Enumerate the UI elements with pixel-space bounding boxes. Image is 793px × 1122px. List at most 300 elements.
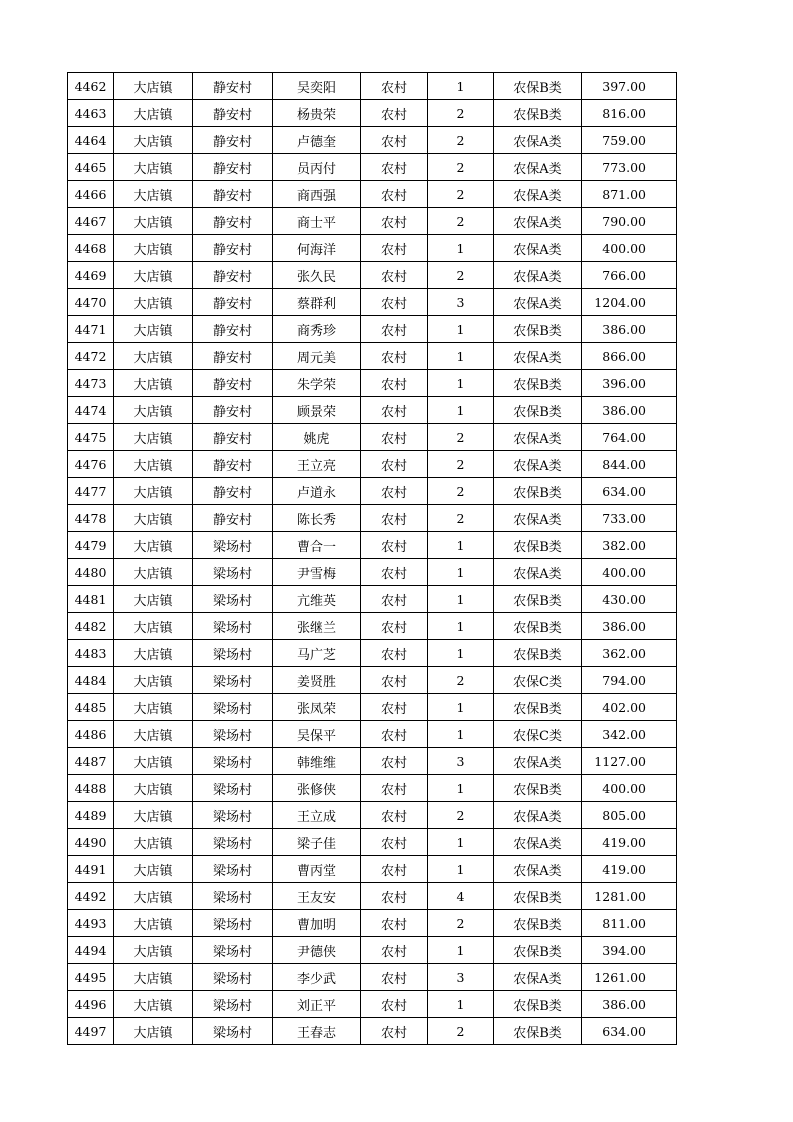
- name-cell: 王立成: [273, 802, 361, 829]
- area-type-cell: 农村: [361, 964, 428, 991]
- amount-cell: 759.00: [582, 127, 677, 154]
- town-cell: 大店镇: [114, 397, 193, 424]
- row-number: 4478: [68, 505, 114, 532]
- area-type-cell: 农村: [361, 613, 428, 640]
- town-cell: 大店镇: [114, 100, 193, 127]
- table-row: [68, 991, 677, 1018]
- name-cell: 曹合一: [273, 532, 361, 559]
- category-cell: 农保B类: [494, 883, 582, 910]
- table-row: [68, 613, 677, 640]
- amount-cell: 1281.00: [582, 883, 677, 910]
- table-row: [68, 478, 677, 505]
- town-cell: 大店镇: [114, 451, 193, 478]
- village-cell: 静安村: [193, 289, 273, 316]
- name-cell: 吴奕阳: [273, 73, 361, 100]
- household-size-cell: 1: [428, 397, 494, 424]
- table-row: [68, 667, 677, 694]
- name-cell: 朱学荣: [273, 370, 361, 397]
- amount-cell: 766.00: [582, 262, 677, 289]
- village-cell: 静安村: [193, 73, 273, 100]
- area-type-cell: 农村: [361, 667, 428, 694]
- category-cell: 农保B类: [494, 100, 582, 127]
- village-cell: 梁场村: [193, 694, 273, 721]
- table-row: [68, 640, 677, 667]
- category-cell: 农保B类: [494, 910, 582, 937]
- row-number: 4462: [68, 73, 114, 100]
- area-type-cell: 农村: [361, 370, 428, 397]
- table-row: [68, 181, 677, 208]
- name-cell: 卢道永: [273, 478, 361, 505]
- household-size-cell: 1: [428, 532, 494, 559]
- table-row: [68, 127, 677, 154]
- household-size-cell: 1: [428, 343, 494, 370]
- area-type-cell: 农村: [361, 100, 428, 127]
- town-cell: 大店镇: [114, 181, 193, 208]
- village-cell: 静安村: [193, 154, 273, 181]
- village-cell: 梁场村: [193, 883, 273, 910]
- area-type-cell: 农村: [361, 1018, 428, 1045]
- town-cell: 大店镇: [114, 316, 193, 343]
- amount-cell: 397.00: [582, 73, 677, 100]
- row-number: 4475: [68, 424, 114, 451]
- household-size-cell: 1: [428, 316, 494, 343]
- amount-cell: 394.00: [582, 937, 677, 964]
- village-cell: 梁场村: [193, 640, 273, 667]
- area-type-cell: 农村: [361, 235, 428, 262]
- name-cell: 陈长秀: [273, 505, 361, 532]
- amount-cell: 1261.00: [582, 964, 677, 991]
- town-cell: 大店镇: [114, 829, 193, 856]
- town-cell: 大店镇: [114, 127, 193, 154]
- town-cell: 大店镇: [114, 667, 193, 694]
- row-number: 4494: [68, 937, 114, 964]
- row-number: 4497: [68, 1018, 114, 1045]
- household-size-cell: 2: [428, 910, 494, 937]
- area-type-cell: 农村: [361, 532, 428, 559]
- row-number: 4480: [68, 559, 114, 586]
- row-number: 4479: [68, 532, 114, 559]
- name-cell: 姚虎: [273, 424, 361, 451]
- category-cell: 农保A类: [494, 154, 582, 181]
- village-cell: 梁场村: [193, 829, 273, 856]
- town-cell: 大店镇: [114, 1018, 193, 1045]
- table-row: [68, 748, 677, 775]
- name-cell: 亢维英: [273, 586, 361, 613]
- village-cell: 梁场村: [193, 532, 273, 559]
- name-cell: 商秀珍: [273, 316, 361, 343]
- area-type-cell: 农村: [361, 775, 428, 802]
- name-cell: 顾景荣: [273, 397, 361, 424]
- table-row: [68, 775, 677, 802]
- town-cell: 大店镇: [114, 559, 193, 586]
- area-type-cell: 农村: [361, 343, 428, 370]
- area-type-cell: 农村: [361, 424, 428, 451]
- row-number: 4471: [68, 316, 114, 343]
- table-row: [68, 316, 677, 343]
- household-size-cell: 3: [428, 964, 494, 991]
- area-type-cell: 农村: [361, 316, 428, 343]
- amount-cell: 419.00: [582, 856, 677, 883]
- town-cell: 大店镇: [114, 505, 193, 532]
- category-cell: 农保A类: [494, 235, 582, 262]
- amount-cell: 400.00: [582, 559, 677, 586]
- table-row: [68, 370, 677, 397]
- household-size-cell: 2: [428, 424, 494, 451]
- area-type-cell: 农村: [361, 856, 428, 883]
- table-row: [68, 721, 677, 748]
- village-cell: 静安村: [193, 235, 273, 262]
- row-number: 4472: [68, 343, 114, 370]
- table-row: [68, 694, 677, 721]
- village-cell: 静安村: [193, 397, 273, 424]
- village-cell: 梁场村: [193, 856, 273, 883]
- amount-cell: 386.00: [582, 991, 677, 1018]
- table-row: [68, 505, 677, 532]
- village-cell: 梁场村: [193, 991, 273, 1018]
- amount-cell: 634.00: [582, 1018, 677, 1045]
- area-type-cell: 农村: [361, 262, 428, 289]
- area-type-cell: 农村: [361, 127, 428, 154]
- row-number: 4483: [68, 640, 114, 667]
- category-cell: 农保A类: [494, 343, 582, 370]
- table-row: [68, 802, 677, 829]
- table-row: [68, 856, 677, 883]
- village-cell: 梁场村: [193, 613, 273, 640]
- town-cell: 大店镇: [114, 613, 193, 640]
- village-cell: 静安村: [193, 343, 273, 370]
- village-cell: 静安村: [193, 316, 273, 343]
- category-cell: 农保B类: [494, 775, 582, 802]
- town-cell: 大店镇: [114, 991, 193, 1018]
- name-cell: 何海洋: [273, 235, 361, 262]
- row-number: 4493: [68, 910, 114, 937]
- amount-cell: 396.00: [582, 370, 677, 397]
- household-size-cell: 2: [428, 100, 494, 127]
- row-number: 4495: [68, 964, 114, 991]
- row-number: 4477: [68, 478, 114, 505]
- category-cell: 农保A类: [494, 451, 582, 478]
- area-type-cell: 农村: [361, 721, 428, 748]
- village-cell: 静安村: [193, 424, 273, 451]
- table-row: [68, 910, 677, 937]
- amount-cell: 342.00: [582, 721, 677, 748]
- category-cell: 农保A类: [494, 208, 582, 235]
- amount-cell: 362.00: [582, 640, 677, 667]
- village-cell: 梁场村: [193, 802, 273, 829]
- area-type-cell: 农村: [361, 154, 428, 181]
- roster-table: [67, 72, 677, 1045]
- household-size-cell: 1: [428, 856, 494, 883]
- amount-cell: 382.00: [582, 532, 677, 559]
- table-row: [68, 829, 677, 856]
- category-cell: 农保B类: [494, 478, 582, 505]
- household-size-cell: 2: [428, 802, 494, 829]
- town-cell: 大店镇: [114, 640, 193, 667]
- name-cell: 杨贵荣: [273, 100, 361, 127]
- town-cell: 大店镇: [114, 802, 193, 829]
- area-type-cell: 农村: [361, 694, 428, 721]
- name-cell: 梁子佳: [273, 829, 361, 856]
- amount-cell: 402.00: [582, 694, 677, 721]
- amount-cell: 790.00: [582, 208, 677, 235]
- amount-cell: 733.00: [582, 505, 677, 532]
- name-cell: 卢德奎: [273, 127, 361, 154]
- household-size-cell: 1: [428, 559, 494, 586]
- name-cell: 尹德侠: [273, 937, 361, 964]
- name-cell: 王立亮: [273, 451, 361, 478]
- village-cell: 静安村: [193, 478, 273, 505]
- household-size-cell: 2: [428, 667, 494, 694]
- household-size-cell: 1: [428, 829, 494, 856]
- category-cell: 农保B类: [494, 640, 582, 667]
- amount-cell: 764.00: [582, 424, 677, 451]
- area-type-cell: 农村: [361, 181, 428, 208]
- table-row: [68, 532, 677, 559]
- row-number: 4463: [68, 100, 114, 127]
- household-size-cell: 1: [428, 694, 494, 721]
- amount-cell: 634.00: [582, 478, 677, 505]
- village-cell: 静安村: [193, 208, 273, 235]
- name-cell: 商士平: [273, 208, 361, 235]
- amount-cell: 816.00: [582, 100, 677, 127]
- town-cell: 大店镇: [114, 478, 193, 505]
- name-cell: 张久民: [273, 262, 361, 289]
- town-cell: 大店镇: [114, 910, 193, 937]
- household-size-cell: 1: [428, 370, 494, 397]
- town-cell: 大店镇: [114, 235, 193, 262]
- village-cell: 梁场村: [193, 559, 273, 586]
- amount-cell: 844.00: [582, 451, 677, 478]
- town-cell: 大店镇: [114, 964, 193, 991]
- row-number: 4469: [68, 262, 114, 289]
- category-cell: 农保A类: [494, 127, 582, 154]
- area-type-cell: 农村: [361, 73, 428, 100]
- village-cell: 梁场村: [193, 964, 273, 991]
- village-cell: 梁场村: [193, 721, 273, 748]
- amount-cell: 773.00: [582, 154, 677, 181]
- row-number: 4474: [68, 397, 114, 424]
- table-row: [68, 289, 677, 316]
- category-cell: 农保C类: [494, 667, 582, 694]
- name-cell: 张继兰: [273, 613, 361, 640]
- village-cell: 静安村: [193, 451, 273, 478]
- category-cell: 农保A类: [494, 181, 582, 208]
- name-cell: 曹加明: [273, 910, 361, 937]
- town-cell: 大店镇: [114, 424, 193, 451]
- village-cell: 静安村: [193, 100, 273, 127]
- household-size-cell: 3: [428, 748, 494, 775]
- row-number: 4481: [68, 586, 114, 613]
- village-cell: 静安村: [193, 181, 273, 208]
- row-number: 4489: [68, 802, 114, 829]
- area-type-cell: 农村: [361, 748, 428, 775]
- category-cell: 农保A类: [494, 559, 582, 586]
- town-cell: 大店镇: [114, 154, 193, 181]
- name-cell: 尹雪梅: [273, 559, 361, 586]
- category-cell: 农保A类: [494, 262, 582, 289]
- table-row: [68, 100, 677, 127]
- table-row: [68, 343, 677, 370]
- area-type-cell: 农村: [361, 505, 428, 532]
- village-cell: 梁场村: [193, 1018, 273, 1045]
- category-cell: 农保A类: [494, 964, 582, 991]
- village-cell: 梁场村: [193, 748, 273, 775]
- row-number: 4487: [68, 748, 114, 775]
- amount-cell: 400.00: [582, 775, 677, 802]
- household-size-cell: 2: [428, 505, 494, 532]
- category-cell: 农保B类: [494, 73, 582, 100]
- name-cell: 姜贤胜: [273, 667, 361, 694]
- name-cell: 李少武: [273, 964, 361, 991]
- table-row: [68, 154, 677, 181]
- name-cell: 马广芝: [273, 640, 361, 667]
- area-type-cell: 农村: [361, 883, 428, 910]
- table-row: [68, 262, 677, 289]
- category-cell: 农保B类: [494, 1018, 582, 1045]
- amount-cell: 400.00: [582, 235, 677, 262]
- household-size-cell: 1: [428, 640, 494, 667]
- name-cell: 商西强: [273, 181, 361, 208]
- village-cell: 梁场村: [193, 937, 273, 964]
- household-size-cell: 2: [428, 208, 494, 235]
- category-cell: 农保B类: [494, 613, 582, 640]
- row-number: 4491: [68, 856, 114, 883]
- town-cell: 大店镇: [114, 721, 193, 748]
- amount-cell: 805.00: [582, 802, 677, 829]
- household-size-cell: 1: [428, 586, 494, 613]
- amount-cell: 386.00: [582, 613, 677, 640]
- town-cell: 大店镇: [114, 586, 193, 613]
- area-type-cell: 农村: [361, 829, 428, 856]
- name-cell: 刘正平: [273, 991, 361, 1018]
- category-cell: 农保A类: [494, 748, 582, 775]
- row-number: 4465: [68, 154, 114, 181]
- area-type-cell: 农村: [361, 991, 428, 1018]
- category-cell: 农保A类: [494, 289, 582, 316]
- category-cell: 农保B类: [494, 937, 582, 964]
- row-number: 4484: [68, 667, 114, 694]
- area-type-cell: 农村: [361, 451, 428, 478]
- household-size-cell: 2: [428, 1018, 494, 1045]
- town-cell: 大店镇: [114, 370, 193, 397]
- row-number: 4482: [68, 613, 114, 640]
- row-number: 4468: [68, 235, 114, 262]
- amount-cell: 419.00: [582, 829, 677, 856]
- row-number: 4470: [68, 289, 114, 316]
- town-cell: 大店镇: [114, 532, 193, 559]
- amount-cell: 794.00: [582, 667, 677, 694]
- amount-cell: 866.00: [582, 343, 677, 370]
- row-number: 4485: [68, 694, 114, 721]
- row-number: 4473: [68, 370, 114, 397]
- table-row: [68, 964, 677, 991]
- village-cell: 静安村: [193, 505, 273, 532]
- area-type-cell: 农村: [361, 559, 428, 586]
- amount-cell: 386.00: [582, 397, 677, 424]
- household-size-cell: 2: [428, 451, 494, 478]
- table-row: [68, 73, 677, 100]
- category-cell: 农保C类: [494, 721, 582, 748]
- town-cell: 大店镇: [114, 289, 193, 316]
- table-row: [68, 451, 677, 478]
- household-size-cell: 1: [428, 721, 494, 748]
- area-type-cell: 农村: [361, 937, 428, 964]
- household-size-cell: 2: [428, 154, 494, 181]
- name-cell: 王友安: [273, 883, 361, 910]
- household-size-cell: 4: [428, 883, 494, 910]
- category-cell: 农保B类: [494, 991, 582, 1018]
- household-size-cell: 2: [428, 181, 494, 208]
- category-cell: 农保A类: [494, 802, 582, 829]
- row-number: 4486: [68, 721, 114, 748]
- amount-cell: 1204.00: [582, 289, 677, 316]
- town-cell: 大店镇: [114, 748, 193, 775]
- household-size-cell: 2: [428, 127, 494, 154]
- category-cell: 农保B类: [494, 370, 582, 397]
- category-cell: 农保B类: [494, 586, 582, 613]
- area-type-cell: 农村: [361, 397, 428, 424]
- category-cell: 农保B类: [494, 694, 582, 721]
- name-cell: 韩维维: [273, 748, 361, 775]
- village-cell: 梁场村: [193, 667, 273, 694]
- town-cell: 大店镇: [114, 73, 193, 100]
- row-number: 4476: [68, 451, 114, 478]
- town-cell: 大店镇: [114, 694, 193, 721]
- household-size-cell: 1: [428, 235, 494, 262]
- household-size-cell: 1: [428, 613, 494, 640]
- area-type-cell: 农村: [361, 208, 428, 235]
- area-type-cell: 农村: [361, 586, 428, 613]
- category-cell: 农保B类: [494, 316, 582, 343]
- town-cell: 大店镇: [114, 937, 193, 964]
- row-number: 4467: [68, 208, 114, 235]
- name-cell: 张凤荣: [273, 694, 361, 721]
- household-size-cell: 2: [428, 262, 494, 289]
- category-cell: 农保A类: [494, 424, 582, 451]
- household-size-cell: 1: [428, 775, 494, 802]
- name-cell: 员丙付: [273, 154, 361, 181]
- village-cell: 静安村: [193, 370, 273, 397]
- table-row: [68, 235, 677, 262]
- name-cell: 曹丙堂: [273, 856, 361, 883]
- name-cell: 王春志: [273, 1018, 361, 1045]
- table-row: [68, 937, 677, 964]
- name-cell: 吴保平: [273, 721, 361, 748]
- area-type-cell: 农村: [361, 802, 428, 829]
- category-cell: 农保A类: [494, 856, 582, 883]
- name-cell: 蔡群利: [273, 289, 361, 316]
- town-cell: 大店镇: [114, 856, 193, 883]
- amount-cell: 871.00: [582, 181, 677, 208]
- village-cell: 静安村: [193, 262, 273, 289]
- town-cell: 大店镇: [114, 343, 193, 370]
- table-row: [68, 559, 677, 586]
- table-row: [68, 586, 677, 613]
- town-cell: 大店镇: [114, 883, 193, 910]
- household-size-cell: 2: [428, 478, 494, 505]
- household-size-cell: 3: [428, 289, 494, 316]
- table-row: [68, 208, 677, 235]
- row-number: 4488: [68, 775, 114, 802]
- category-cell: 农保B类: [494, 532, 582, 559]
- table-row: [68, 1018, 677, 1045]
- category-cell: 农保B类: [494, 397, 582, 424]
- amount-cell: 386.00: [582, 316, 677, 343]
- village-cell: 梁场村: [193, 586, 273, 613]
- household-size-cell: 1: [428, 937, 494, 964]
- village-cell: 静安村: [193, 127, 273, 154]
- household-size-cell: 1: [428, 73, 494, 100]
